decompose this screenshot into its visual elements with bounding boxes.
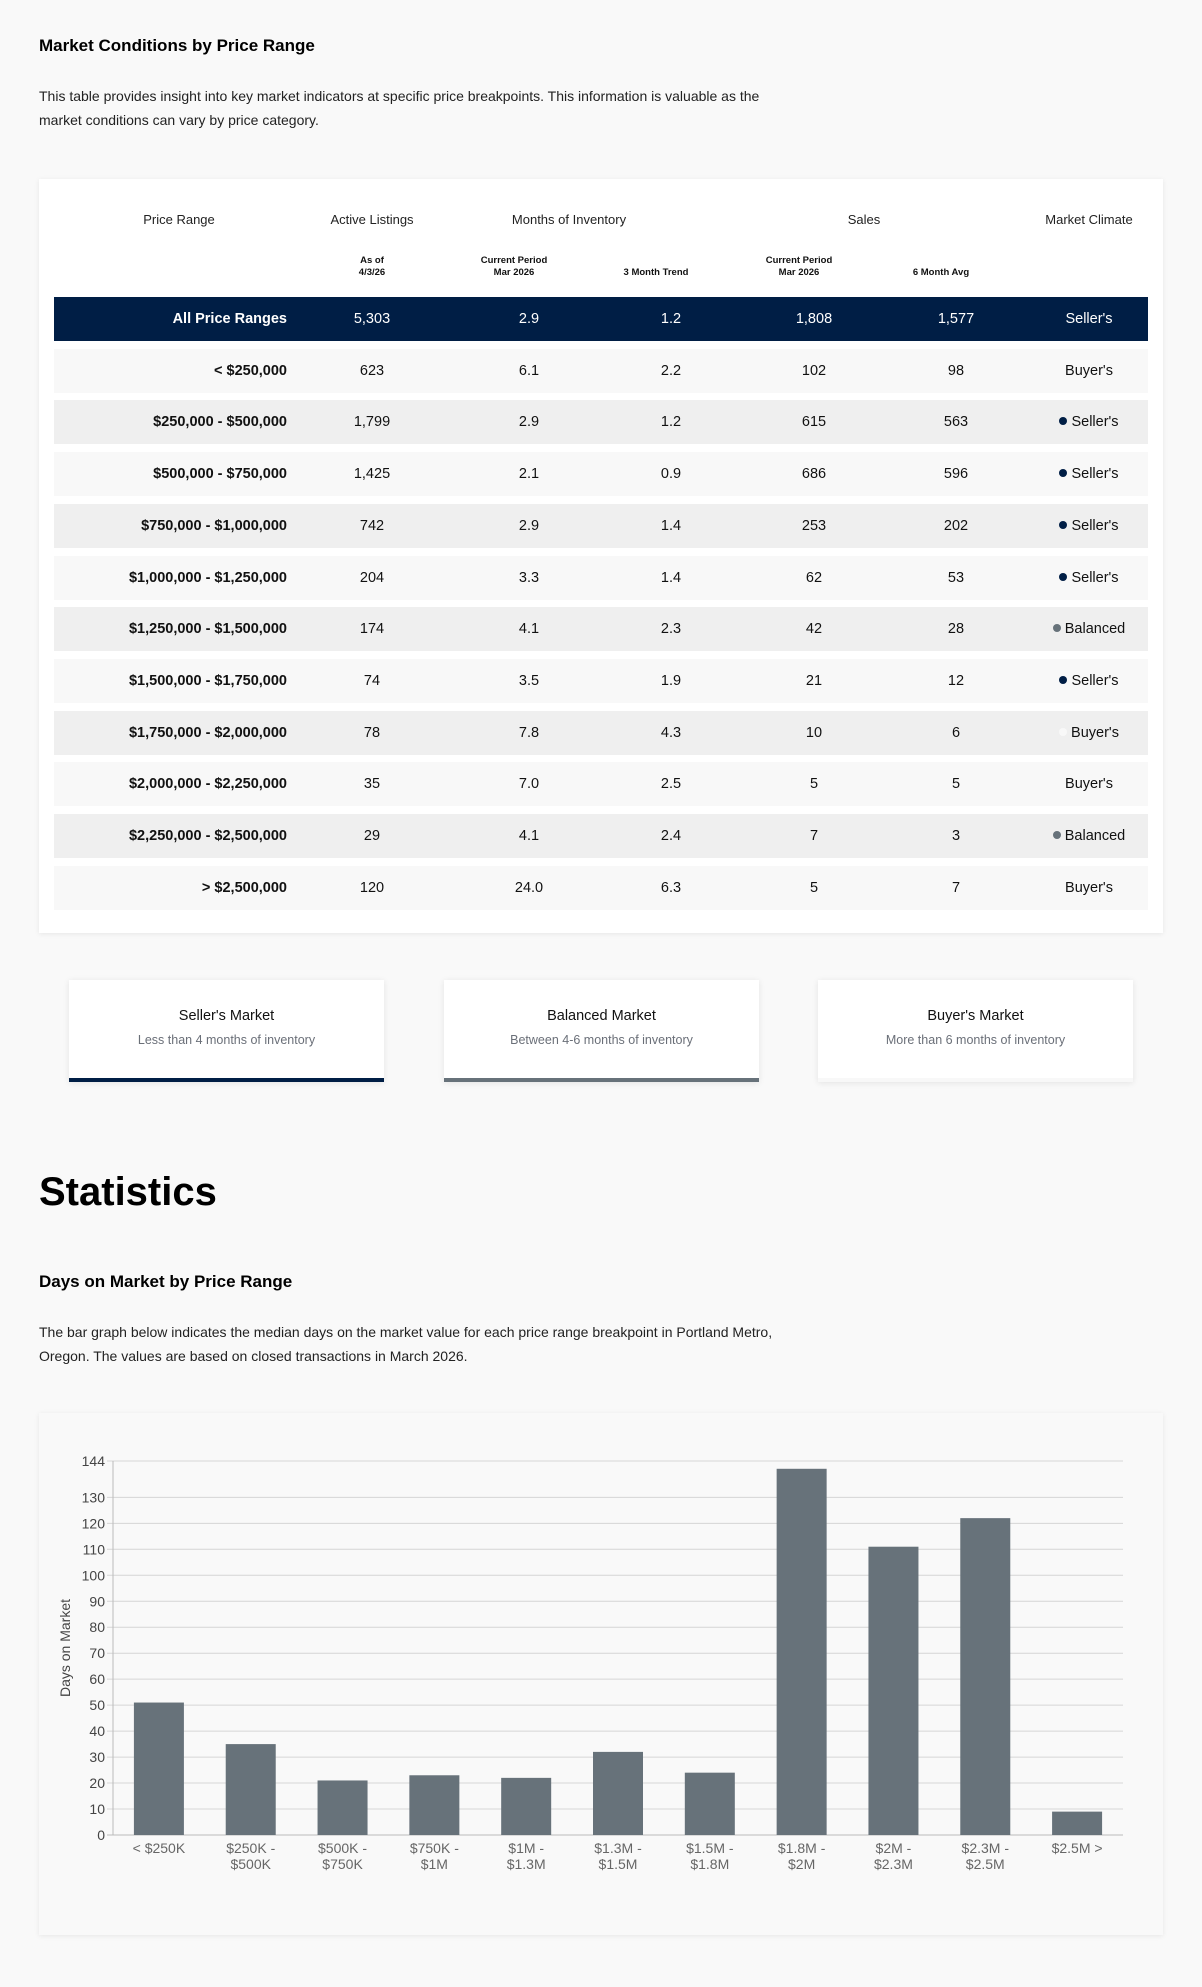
subheader-as-of-line2: 4/3/26 xyxy=(358,267,386,278)
row-moi: 7.0 xyxy=(518,776,540,793)
row-avg: 6 xyxy=(951,724,961,741)
row-market-climate xyxy=(1019,556,1159,600)
subheader-as-of xyxy=(322,255,422,279)
market-conditions-title: Market Conditions by Price Range xyxy=(39,36,315,55)
row-sales: 253 xyxy=(801,517,827,534)
table-row xyxy=(54,297,1148,341)
x-category-label: $1.5M xyxy=(598,1856,638,1872)
climate-label: Seller's xyxy=(1071,569,1119,586)
x-category-label: < $250K xyxy=(132,1840,186,1856)
row-avg: 563 xyxy=(943,414,969,431)
row-avg: 596 xyxy=(943,466,969,483)
y-axis-label: Days on Market xyxy=(57,1598,73,1698)
row-avg: 202 xyxy=(943,517,969,534)
y-tick-label: 70 xyxy=(89,1645,105,1662)
legend-subtitle: More than 6 months of inventory xyxy=(885,1033,1066,1047)
days-on-market-chart xyxy=(39,1413,1163,1935)
legend-card-seller xyxy=(69,980,384,1082)
y-tick-label: 110 xyxy=(82,1541,105,1558)
row-sales: 62 xyxy=(805,569,823,586)
table-row xyxy=(54,607,1148,651)
table-row xyxy=(54,762,1148,806)
climate-label: Buyer's xyxy=(1071,724,1119,741)
row-listings: 174 xyxy=(359,621,385,638)
row-sales: 10 xyxy=(805,724,823,741)
x-category-label: $1.8M xyxy=(690,1856,730,1872)
climate-label: Buyer's xyxy=(1065,879,1113,896)
row-avg: 12 xyxy=(947,672,965,689)
row-sales: 686 xyxy=(801,466,827,483)
row-price-range: All Price Ranges xyxy=(172,311,287,327)
bar xyxy=(960,1518,1010,1835)
header-sales: Sales xyxy=(847,212,881,227)
y-tick-label: 120 xyxy=(81,1515,105,1532)
days-on-market-title: Days on Market by Price Range xyxy=(39,1272,293,1291)
row-listings: 1,425 xyxy=(353,466,391,483)
row-market-climate xyxy=(1019,607,1159,651)
row-trend: 2.2 xyxy=(660,362,682,379)
bar xyxy=(226,1744,276,1835)
row-sales: 7 xyxy=(809,828,819,844)
row-market-climate xyxy=(1019,504,1159,548)
row-listings: 623 xyxy=(359,362,385,379)
x-category-label: $1.3M - xyxy=(594,1840,642,1856)
x-category-label: $1.8M - xyxy=(777,1840,826,1856)
legend-card-buyer xyxy=(818,980,1133,1082)
row-market-climate xyxy=(1019,762,1159,806)
climate-label: Buyer's xyxy=(1065,776,1113,793)
row-sales: 42 xyxy=(805,621,823,638)
x-category-label: $250K - xyxy=(226,1840,276,1856)
y-tick-label: 100 xyxy=(81,1567,105,1584)
y-tick-label: 144 xyxy=(81,1453,105,1469)
row-trend: 1.2 xyxy=(660,414,682,431)
x-category-label: $1.3M xyxy=(506,1856,546,1872)
x-category-label: $2M - xyxy=(875,1840,912,1856)
row-listings: 35 xyxy=(363,776,381,793)
y-tick-label: 10 xyxy=(89,1801,105,1818)
row-listings: 29 xyxy=(363,828,381,844)
table-row xyxy=(54,814,1148,858)
bar xyxy=(593,1752,643,1835)
x-category-label: $500K - xyxy=(318,1840,368,1856)
row-price-range: < $250,000 xyxy=(214,362,287,379)
row-moi: 7.8 xyxy=(518,724,540,741)
row-trend: 4.3 xyxy=(660,724,682,741)
header-price-range: Price Range xyxy=(143,212,215,227)
row-price-range: > $2,500,000 xyxy=(201,879,287,896)
legend-title: Balanced Market xyxy=(547,1008,656,1024)
bar xyxy=(1052,1812,1102,1835)
row-avg: 98 xyxy=(947,362,965,379)
x-category-label: $2.5M xyxy=(965,1856,1005,1872)
row-trend: 1.2 xyxy=(660,311,682,327)
subheader-6-month-avg: 6 Month Avg xyxy=(912,267,970,278)
row-moi: 2.9 xyxy=(518,311,540,327)
bar xyxy=(409,1775,459,1835)
bar-chart-svg xyxy=(39,1413,1163,1935)
row-sales: 615 xyxy=(801,414,827,431)
y-tick-label: 80 xyxy=(89,1619,105,1636)
row-price-range: $1,250,000 - $1,500,000 xyxy=(128,621,287,638)
x-category-label: $2.3M xyxy=(873,1856,913,1872)
legend-title: Seller's Market xyxy=(178,1008,275,1024)
row-moi: 2.9 xyxy=(518,414,540,431)
y-tick-label: 50 xyxy=(89,1697,105,1714)
row-moi: 2.1 xyxy=(518,466,540,483)
climate-dot-icon xyxy=(1059,417,1067,425)
bar xyxy=(318,1780,368,1835)
bar xyxy=(134,1703,184,1835)
row-price-range: $1,000,000 - $1,250,000 xyxy=(128,569,287,586)
x-category-label: $1M - xyxy=(508,1840,545,1856)
climate-label: Balanced xyxy=(1064,828,1126,844)
row-market-climate xyxy=(1019,866,1159,910)
climate-label: Seller's xyxy=(1071,517,1119,534)
row-listings: 120 xyxy=(359,879,385,896)
x-category-label: $2.5M > xyxy=(1051,1840,1103,1856)
row-trend: 2.5 xyxy=(660,776,682,793)
legend-title: Buyer's Market xyxy=(927,1008,1024,1024)
x-category-label: $2.3M - xyxy=(961,1840,1010,1856)
header-market-climate: Market Climate xyxy=(1045,212,1133,227)
row-moi: 6.1 xyxy=(518,362,540,379)
table-row xyxy=(54,400,1148,444)
row-trend: 2.3 xyxy=(660,621,682,638)
legend-color-bar xyxy=(818,1078,1133,1082)
y-tick-label: 60 xyxy=(89,1671,105,1688)
y-tick-label: 20 xyxy=(89,1775,105,1792)
subheader-current-period xyxy=(454,255,574,279)
row-trend: 1.4 xyxy=(660,569,682,586)
row-market-climate xyxy=(1019,711,1159,755)
table-row xyxy=(54,556,1148,600)
legend-card-balanced xyxy=(444,980,759,1082)
header-months-of-inventory: Months of Inventory xyxy=(511,212,627,227)
x-category-label: $2M xyxy=(788,1856,816,1872)
climate-label: Seller's xyxy=(1071,466,1119,483)
climate-label: Seller's xyxy=(1071,414,1119,431)
row-price-range: $2,250,000 - $2,500,000 xyxy=(128,828,287,844)
climate-dot-icon xyxy=(1059,728,1067,736)
row-listings: 5,303 xyxy=(353,311,391,327)
row-listings: 78 xyxy=(363,724,381,741)
row-moi: 24.0 xyxy=(514,879,544,896)
x-category-label: $1M xyxy=(420,1856,448,1872)
table-row xyxy=(54,659,1148,703)
x-category-label: $500K xyxy=(230,1856,271,1872)
row-price-range: $1,500,000 - $1,750,000 xyxy=(128,672,287,689)
row-avg: 28 xyxy=(947,621,965,638)
table-row xyxy=(54,711,1148,755)
y-tick-label: 130 xyxy=(81,1489,105,1506)
row-sales: 21 xyxy=(805,672,823,689)
row-market-climate xyxy=(1019,297,1159,341)
header-active-listings: Active Listings xyxy=(330,212,414,227)
row-avg: 53 xyxy=(947,569,965,586)
table-row xyxy=(54,866,1148,910)
legend-subtitle: Less than 4 months of inventory xyxy=(137,1033,316,1047)
bar xyxy=(868,1547,918,1835)
subheader-sales-current-period xyxy=(739,255,859,279)
table-row xyxy=(54,452,1148,496)
subheader-current-line2: Mar 2026 xyxy=(493,267,535,278)
y-tick-label: 30 xyxy=(89,1749,105,1766)
row-price-range: $1,750,000 - $2,000,000 xyxy=(128,724,287,741)
bar xyxy=(685,1773,735,1835)
market-conditions-description: This table provides insight into key market indicators at specific price breakpoints. This information is valuable as the market conditions can vary by price category. xyxy=(39,88,760,128)
row-trend: 6.3 xyxy=(660,879,682,896)
row-market-climate xyxy=(1019,814,1159,858)
row-sales: 102 xyxy=(801,362,827,379)
row-listings: 74 xyxy=(363,672,381,689)
climate-label: Seller's xyxy=(1071,672,1119,689)
days-on-market-description: The bar graph below indicates the median days on the market value for each price range breakpoint in Portland Metro, Oregon. The values are based on closed transactions in March 2026. xyxy=(39,1324,773,1364)
row-trend: 2.4 xyxy=(660,828,682,844)
row-trend: 0.9 xyxy=(660,466,682,483)
row-listings: 742 xyxy=(359,517,385,534)
subheader-current-line1: Current Period xyxy=(480,255,548,266)
row-sales: 5 xyxy=(809,879,819,896)
row-avg: 3 xyxy=(951,828,961,844)
statistics-title: Statistics xyxy=(39,1170,217,1214)
row-avg: 7 xyxy=(951,879,961,896)
climate-dot-icon xyxy=(1053,624,1061,632)
subheader-as-of-line1: As of xyxy=(360,255,384,266)
table-row xyxy=(54,504,1148,548)
y-tick-label: 40 xyxy=(89,1723,105,1740)
table-row xyxy=(54,349,1148,393)
bar xyxy=(777,1469,827,1835)
row-moi: 3.3 xyxy=(518,569,540,586)
row-sales: 1,808 xyxy=(795,311,833,327)
climate-dot-icon xyxy=(1059,521,1067,529)
row-price-range: $750,000 - $1,000,000 xyxy=(141,517,287,534)
row-market-climate xyxy=(1019,452,1159,496)
y-tick-label: 0 xyxy=(97,1827,105,1843)
legend-color-bar xyxy=(69,1078,384,1082)
row-trend: 1.4 xyxy=(660,517,682,534)
climate-label: Seller's xyxy=(1065,311,1113,327)
row-trend: 1.9 xyxy=(660,672,682,689)
row-moi: 4.1 xyxy=(518,621,540,638)
market-conditions-table xyxy=(39,179,1163,933)
row-market-climate xyxy=(1019,349,1159,393)
subheader-sales-current-line2: Mar 2026 xyxy=(778,267,820,278)
subheader-sales-current-line1: Current Period xyxy=(765,255,833,266)
row-price-range: $2,000,000 - $2,250,000 xyxy=(128,776,287,793)
legend-color-bar xyxy=(444,1078,759,1082)
row-price-range: $250,000 - $500,000 xyxy=(153,414,287,431)
climate-dot-icon xyxy=(1059,676,1067,684)
subheader-3-month-trend: 3 Month Trend xyxy=(623,267,689,278)
row-market-climate xyxy=(1019,400,1159,444)
y-tick-label: 90 xyxy=(89,1593,105,1610)
climate-dot-icon xyxy=(1053,831,1061,839)
legend-subtitle: Between 4-6 months of inventory xyxy=(510,1033,693,1047)
row-listings: 1,799 xyxy=(353,414,391,431)
x-category-label: $750K xyxy=(322,1856,363,1872)
row-moi: 2.9 xyxy=(518,517,540,534)
climate-dot-icon xyxy=(1059,469,1067,477)
row-market-climate xyxy=(1019,659,1159,703)
row-price-range: $500,000 - $750,000 xyxy=(153,466,287,483)
row-avg: 1,577 xyxy=(937,311,975,327)
row-avg: 5 xyxy=(951,776,961,793)
x-category-label: $1.5M - xyxy=(686,1840,734,1856)
x-category-label: $750K - xyxy=(409,1840,459,1856)
climate-dot-icon xyxy=(1059,573,1067,581)
row-sales: 5 xyxy=(809,776,819,793)
row-moi: 4.1 xyxy=(518,828,540,844)
climate-label: Buyer's xyxy=(1065,362,1113,379)
row-listings: 204 xyxy=(359,569,385,586)
bar xyxy=(501,1778,551,1835)
row-moi: 3.5 xyxy=(518,672,540,689)
climate-label: Balanced xyxy=(1064,621,1126,638)
